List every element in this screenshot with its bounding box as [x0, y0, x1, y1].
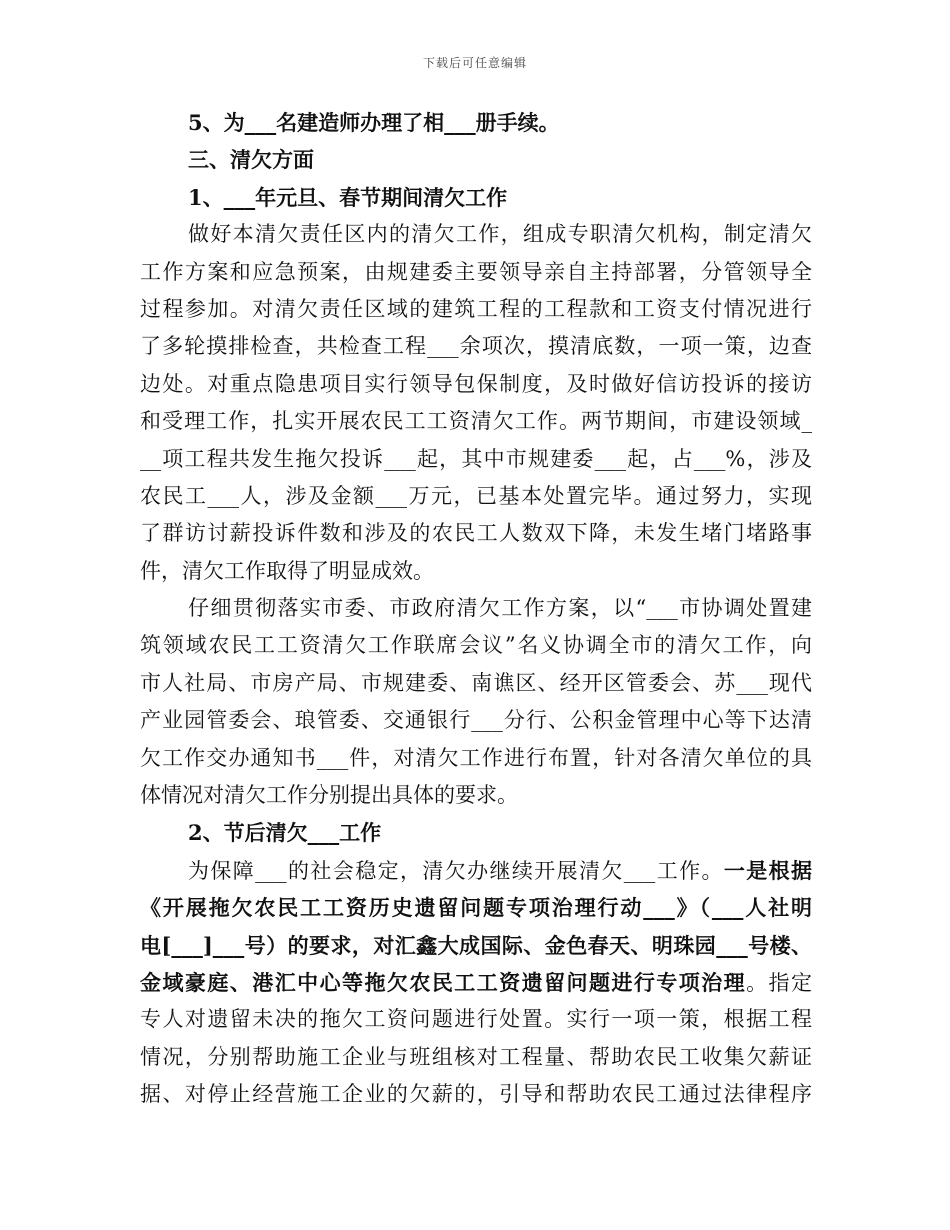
paragraph-line: 情况，分别帮助施工企业与班组核对工程量、帮助农民工收集欠薪证 [140, 1044, 812, 1069]
text-segment: 为保障___的社会稳定，清欠办继续开展清欠___工作。 [188, 858, 724, 883]
paragraph-line: 市人社局、市房产局、市规建委、南谯区、经开区管委会、苏___现代 [140, 670, 812, 695]
paragraph-line [140, 927, 812, 964]
paragraph-line: 专人对遗留未决的拖欠工资问题进行处置。实行一项一策，根据工程 [140, 1007, 812, 1032]
paragraph-line: 农民工___人，涉及金额___万元，已基本处置完毕。通过努力，实现 [140, 483, 812, 508]
bold-text-segment: 电[___]___号）的要求，对汇鑫大成国际、金色春天、明珠园___号楼、 [140, 932, 812, 958]
paragraph-line: 了多轮摸排检查，共检查工程___余项次，摸清底数，一项一策，边查 [140, 334, 812, 359]
paragraph-line: 工作方案和应急预案，由规建委主要领导亲自主持部署，分管领导全 [140, 259, 812, 284]
paragraph-line: 做好本清欠责任区内的清欠工作，组成专职清欠机构，制定清欠 [188, 222, 812, 247]
section-heading: 2、节后清欠___工作 [188, 820, 382, 846]
paragraph-line [140, 964, 812, 1001]
paragraph-line: 产业园管委会、琅管委、交通银行___分行、公积金管理中心等下达清 [140, 708, 812, 733]
bold-text-segment: 金域豪庭、港汇中心等拖欠农民工工资遗留问题进行专项治理 [140, 969, 747, 995]
paragraph-line: 筑领域农民工工资清欠工作联席会议”名义协调全市的清欠工作，向 [140, 633, 812, 658]
bold-text-segment: 《开展拖欠农民工工资历史遗留问题专项治理行动___》（___人社明 [140, 895, 812, 921]
paragraph-line: 件，清欠工作取得了明显成效。 [140, 558, 434, 583]
paragraph-line: 和受理工作，扎实开展农民工工资清欠工作。两节期间，市建设领域_ [140, 409, 812, 434]
paragraph-line: 了群访讨薪投诉件数和涉及的农民工人数双下降，未发生堵门堵路事 [140, 521, 812, 546]
paragraph-line: __项工程共发生拖欠投诉___起，其中市规建委___起，占___%，涉及 [140, 446, 812, 471]
text-segment: 。指定 [746, 970, 813, 995]
document-body [140, 104, 812, 1114]
paragraph-line [140, 889, 812, 926]
bold-text-segment: 一是根据 [723, 857, 813, 883]
paragraph-line: 边处。对重点隐患项目实行领导包保制度，及时做好信访投诉的接访 [140, 371, 812, 396]
paragraph-line: 过程参加。对清欠责任区域的建筑工程的工程款和工资支付情况进行 [140, 296, 812, 321]
paragraph-line: 体情况对清欠工作分别提出具体的要求。 [140, 783, 518, 808]
section-heading: 三、清欠方面 [188, 147, 314, 173]
paragraph-line [140, 852, 812, 889]
page-header-note: 下载后可任意编辑 [422, 56, 527, 70]
paragraph-line: 据、对停止经营施工企业的欠薪的，引导和帮助农民工通过法律程序 [140, 1082, 812, 1107]
section-heading: 5、为___名建造师办理了相___册手续。 [188, 110, 560, 135]
section-heading: 1、___年元旦、春节期间清欠工作 [188, 184, 508, 210]
paragraph-line: 欠工作交办通知书___件，对清欠工作进行布置，针对各清欠单位的具 [140, 745, 812, 770]
paragraph-line: 仔细贯彻落实市委、市政府清欠工作方案，以“___市协调处置建 [188, 596, 812, 621]
